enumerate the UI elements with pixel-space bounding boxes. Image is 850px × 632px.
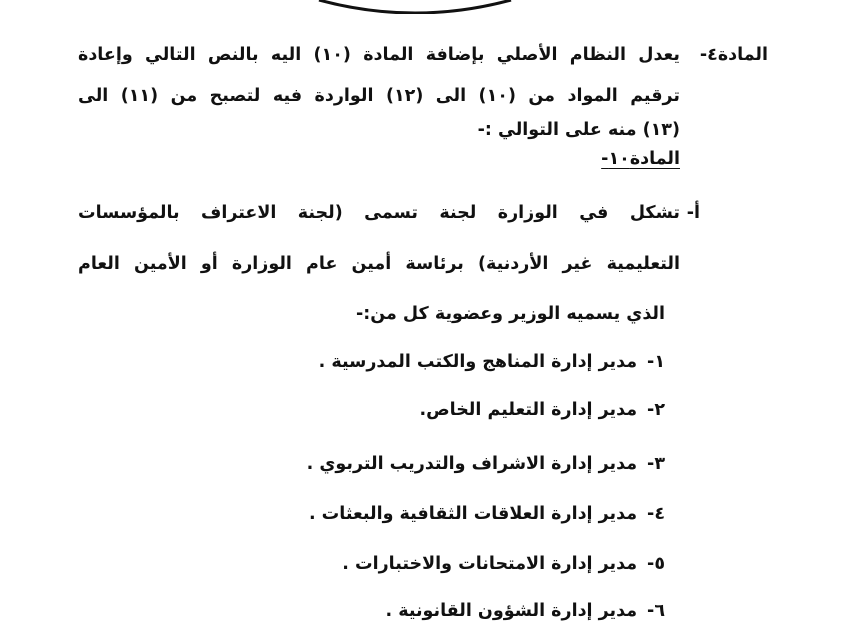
article-4-line-1: يعدل النظام الأصلي بإضافة المادة (١٠) اليه بالنص التالي وإعادة xyxy=(78,45,681,65)
article-10-heading: المادة١٠- xyxy=(601,149,680,169)
member-item-4 xyxy=(309,502,665,526)
member-text: مدير إدارة الاشراف والتدريب التربوي . xyxy=(306,454,638,474)
member-text: مدير إدارة الامتحانات والاختبارات . xyxy=(342,554,638,574)
seal-arc xyxy=(315,0,515,14)
clause-a-line-3: الذي يسميه الوزير وعضوية كل من:- xyxy=(356,304,665,324)
member-number: ٣- xyxy=(647,454,665,474)
member-number: ٥- xyxy=(647,554,665,574)
article-4-line-2: ترقيم المواد من (١٠) الى (١٢) الواردة فيه لتصبح من (١١) الى xyxy=(78,86,680,106)
member-number: ٤- xyxy=(647,504,665,524)
member-text: مدير إدارة العلاقات الثقافية والبعثات . xyxy=(308,504,638,524)
member-text: مدير إدارة التعليم الخاص. xyxy=(419,400,638,420)
member-text: مدير إدارة المناهج والكتب المدرسية . xyxy=(318,352,638,372)
member-text: مدير إدارة الشؤون القانونية . xyxy=(385,601,638,621)
member-item-1 xyxy=(319,350,665,374)
clause-a-line-2: التعليمية غير الأردنية) برئاسة أمين عام الوزارة أو الأمين العام xyxy=(78,254,680,274)
member-number: ٢- xyxy=(647,400,665,420)
member-item-2 xyxy=(419,398,665,422)
article-4-line-3: (١٣) منه على التوالي :- xyxy=(477,120,680,140)
clause-a-label: أ- xyxy=(686,203,700,223)
member-item-3 xyxy=(307,452,665,476)
member-item-6 xyxy=(385,599,665,623)
member-number: ٦- xyxy=(647,601,665,621)
article-4-label: المادة٤- xyxy=(699,45,768,65)
clause-a-line-1: تشكل في الوزارة لجنة تسمى (لجنة الاعتراف بالمؤسسات xyxy=(78,203,680,223)
member-number: ١- xyxy=(647,352,665,372)
member-item-5 xyxy=(342,552,665,576)
